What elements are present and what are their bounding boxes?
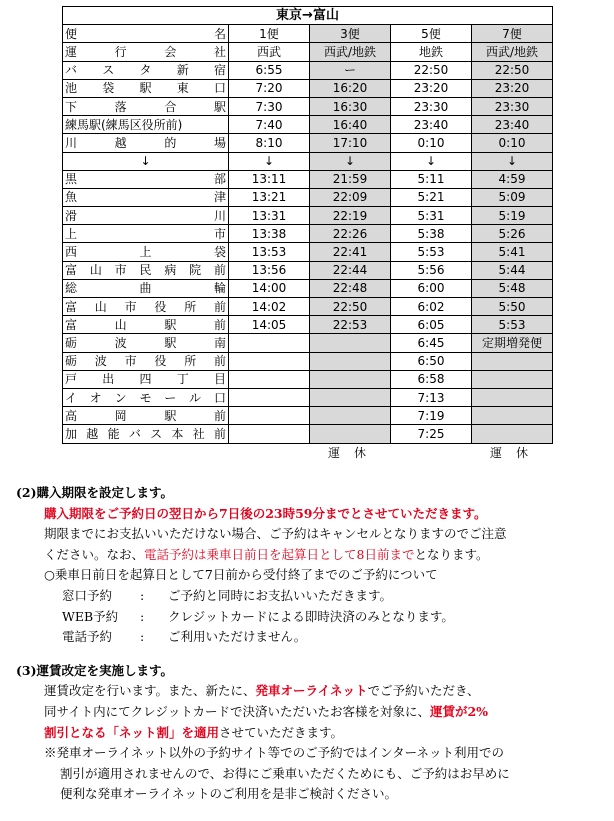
departure-time: 西武 <box>229 43 310 61</box>
departure-time <box>229 334 310 352</box>
departure-time <box>229 388 310 406</box>
departure-time: 7:25 <box>391 425 472 443</box>
stop-name: 川越的場 <box>63 134 229 152</box>
method-desc: クレジットカードによる即時決済のみとなります。 <box>168 608 454 624</box>
stop-name: 戸出四丁目 <box>63 370 229 388</box>
departure-time: 定期増発便 <box>472 334 553 352</box>
departure-time: 5:53 <box>472 316 553 334</box>
timetable-row <box>63 298 553 316</box>
departure-time: 23:30 <box>391 97 472 115</box>
timetable-row <box>63 79 553 97</box>
departure-time: ー <box>310 61 391 79</box>
departure-time: 14:05 <box>229 316 310 334</box>
timetable-row <box>63 152 553 170</box>
stop-name: ↓ <box>63 152 229 170</box>
stop-name: 上市 <box>63 225 229 243</box>
departure-time: 13:21 <box>229 188 310 206</box>
departure-time: 6:45 <box>391 334 472 352</box>
stop-name: 下落合駅 <box>63 97 229 115</box>
departure-time: 23:20 <box>391 79 472 97</box>
departure-time <box>310 370 391 388</box>
departure-time <box>472 370 553 388</box>
method-row <box>16 607 606 628</box>
departure-time: 5:53 <box>391 243 472 261</box>
departure-time: 22:50 <box>391 61 472 79</box>
section2-line2-a: ください。なお、 <box>44 546 145 562</box>
departure-time: 13:56 <box>229 261 310 279</box>
departure-time: 5:44 <box>472 261 553 279</box>
method-row <box>16 586 606 607</box>
departure-time: 22:44 <box>310 261 391 279</box>
net-discount-text: 割引となる「ネット割」を適用 <box>44 724 220 740</box>
section3-footnote1: ※発車オーライネット以外の予約サイト等でのご予約ではインターネット利用での <box>44 745 505 761</box>
departure-time <box>229 425 310 443</box>
departure-time: 7:40 <box>229 116 310 134</box>
departure-time: 5:19 <box>472 207 553 225</box>
departure-time: 5:09 <box>472 188 553 206</box>
timetable <box>62 6 553 444</box>
departure-time: 14:00 <box>229 279 310 297</box>
departure-time: 3便 <box>310 25 391 43</box>
header-row <box>63 25 553 43</box>
section3-line1-a: 運賃改定を行います。また、新たに、 <box>44 683 256 699</box>
section3-line3 <box>16 723 606 744</box>
departure-time: 16:30 <box>310 97 391 115</box>
method-name: WEB予約 <box>62 608 119 624</box>
timetable-row <box>63 316 553 334</box>
stop-name: 黒部 <box>63 170 229 188</box>
departure-time: 5:31 <box>391 207 472 225</box>
departure-time: 22:50 <box>472 61 553 79</box>
departure-time: 5:48 <box>472 279 553 297</box>
method-sep: : <box>140 608 145 624</box>
departure-time: 5:21 <box>391 188 472 206</box>
departure-time: 6:58 <box>391 370 472 388</box>
timetable-row <box>63 97 553 115</box>
stop-name: イオンモール口 <box>63 388 229 406</box>
section3-line2-a: 同サイト内にてクレジットカードで決済いただいたお客様を対象に、 <box>44 703 430 719</box>
departure-time <box>229 407 310 425</box>
timetable-title: 東京→富山 <box>63 7 553 25</box>
hassha-orai-net-link-text: 発車オーライネット <box>255 683 368 699</box>
departure-time: 0:10 <box>472 134 553 152</box>
timetable-row <box>63 388 553 406</box>
departure-time: 22:53 <box>310 316 391 334</box>
header-row <box>63 43 553 61</box>
suspended-notes <box>0 444 614 462</box>
stop-name: 高岡駅前 <box>63 407 229 425</box>
timetable-row <box>63 279 553 297</box>
departure-time: 22:41 <box>310 243 391 261</box>
departure-time <box>472 407 553 425</box>
departure-time: ↓ <box>310 152 391 170</box>
departure-time: 6:05 <box>391 316 472 334</box>
departure-time <box>472 352 553 370</box>
departure-time: ↓ <box>472 152 553 170</box>
section3-heading: (3)運賃改定を実施します。 <box>16 662 174 678</box>
departure-time: ↓ <box>229 152 310 170</box>
section3-line2 <box>16 702 606 723</box>
departure-time: 16:20 <box>310 79 391 97</box>
method-name: 電話予約 <box>62 629 113 645</box>
departure-time: 13:11 <box>229 170 310 188</box>
stop-name: 砺波市役所前 <box>63 352 229 370</box>
departure-time: 14:02 <box>229 298 310 316</box>
suspended-note-7bin: 運休 <box>490 446 543 460</box>
timetable-row <box>63 207 553 225</box>
departure-time: 8:10 <box>229 134 310 152</box>
section3-footnote2: 割引が適用されませんので、お得にご乗車いただくためにも、ご予約はお早めに <box>60 765 510 781</box>
departure-time: 22:48 <box>310 279 391 297</box>
departure-time: 7:30 <box>229 97 310 115</box>
departure-time: 西武/地鉄 <box>472 43 553 61</box>
section2-subnote: ○乗車日前日を起算日として7日前から受付終了までのご予約について <box>44 567 438 583</box>
stop-name: 富山市民病院前 <box>63 261 229 279</box>
method-row <box>16 627 606 648</box>
method-sep: : <box>140 629 145 645</box>
departure-time: 6:50 <box>391 352 472 370</box>
departure-time: 6:02 <box>391 298 472 316</box>
purchase-deadline-notice: 購入期限をご予約日の翌日から7日後の23時59分までとさせていただきます。 <box>44 505 487 521</box>
departure-time: 5:38 <box>391 225 472 243</box>
timetable-row <box>63 134 553 152</box>
departure-time: 5:26 <box>472 225 553 243</box>
departure-time <box>472 425 553 443</box>
phone-reservation-notice: 電話予約は乗車日前日を起算日として8日前まで <box>144 546 415 562</box>
timetable-row <box>63 261 553 279</box>
departure-time <box>229 352 310 370</box>
departure-time: 22:50 <box>310 298 391 316</box>
stop-name: 運行会社 <box>63 43 229 61</box>
section2-line2-b: となります。 <box>414 546 489 562</box>
stop-name: 魚津 <box>63 188 229 206</box>
departure-time: 5:11 <box>391 170 472 188</box>
departure-time: 13:53 <box>229 243 310 261</box>
timetable-row <box>63 370 553 388</box>
notes <box>16 483 606 805</box>
method-desc: ご予約と同時にお支払いいただきます。 <box>168 587 393 603</box>
departure-time <box>472 388 553 406</box>
departure-time: 23:30 <box>472 97 553 115</box>
timetable-row <box>63 425 553 443</box>
departure-time: 4:59 <box>472 170 553 188</box>
departure-time: 5:56 <box>391 261 472 279</box>
discount-rate-text: 運賃が2% <box>429 703 489 719</box>
departure-time: 23:40 <box>391 116 472 134</box>
departure-time <box>310 388 391 406</box>
timetable-row <box>63 225 553 243</box>
stop-name: 富山市役所前 <box>63 298 229 316</box>
timetable-row <box>63 170 553 188</box>
departure-time: 5:41 <box>472 243 553 261</box>
stop-name: 滑川 <box>63 207 229 225</box>
timetable-row <box>63 243 553 261</box>
timetable-row <box>63 352 553 370</box>
departure-time <box>229 370 310 388</box>
departure-time <box>310 425 391 443</box>
section2-heading: (2)購入期限を設定します。 <box>16 485 174 500</box>
departure-time: 0:10 <box>391 134 472 152</box>
departure-time: 7:19 <box>391 407 472 425</box>
departure-time: 22:26 <box>310 225 391 243</box>
stop-name: 富山駅前 <box>63 316 229 334</box>
departure-time: 22:19 <box>310 207 391 225</box>
timetable-row <box>63 116 553 134</box>
stop-name: 砺波駅南 <box>63 334 229 352</box>
departure-time: 7:20 <box>229 79 310 97</box>
departure-time: 23:20 <box>472 79 553 97</box>
departure-time: 西武/地鉄 <box>310 43 391 61</box>
departure-time <box>310 407 391 425</box>
departure-time: 5:50 <box>472 298 553 316</box>
stop-name: 加越能バス本社前 <box>63 425 229 443</box>
stop-name: 池袋駅東口 <box>63 79 229 97</box>
stop-name: 便名 <box>63 25 229 43</box>
departure-time: 16:40 <box>310 116 391 134</box>
section3-footnote3: 便利な発車オーライネットのご利用を是非ご検討ください。 <box>60 786 398 802</box>
departure-time <box>310 334 391 352</box>
departure-time: 1便 <box>229 25 310 43</box>
departure-time: 7便 <box>472 25 553 43</box>
departure-time: 5便 <box>391 25 472 43</box>
departure-time <box>310 352 391 370</box>
section3-line1-b: でご予約いただき、 <box>367 683 480 699</box>
stop-name: 総曲輪 <box>63 279 229 297</box>
section3-line1 <box>16 681 606 702</box>
suspended-note-3bin: 運休 <box>328 446 381 460</box>
timetable-row <box>63 61 553 79</box>
departure-time: 7:13 <box>391 388 472 406</box>
method-desc: ご利用いただけません。 <box>168 629 307 645</box>
departure-time: ↓ <box>391 152 472 170</box>
stop-name: バスタ新宿 <box>63 61 229 79</box>
departure-time: 6:00 <box>391 279 472 297</box>
departure-time: 22:09 <box>310 188 391 206</box>
section2-line1: 期限までにお支払いいただけない場合、ご予約はキャンセルとなりますのでご注意 <box>44 526 507 542</box>
stop-name: 練馬駅(練馬区役所前) <box>63 116 229 134</box>
section3-line3-b: させていただきます。 <box>219 724 344 740</box>
departure-time: 13:38 <box>229 225 310 243</box>
departure-time: 地鉄 <box>391 43 472 61</box>
method-sep: : <box>140 587 145 603</box>
departure-time: 13:31 <box>229 207 310 225</box>
stop-name: 西上袋 <box>63 243 229 261</box>
timetable-row <box>63 334 553 352</box>
departure-time: 17:10 <box>310 134 391 152</box>
method-name: 窓口予約 <box>62 587 113 603</box>
departure-time: 21:59 <box>310 170 391 188</box>
departure-time: 23:40 <box>472 116 553 134</box>
timetable-row <box>63 407 553 425</box>
departure-time: 6:55 <box>229 61 310 79</box>
section2-line2 <box>16 545 606 566</box>
timetable-row <box>63 188 553 206</box>
